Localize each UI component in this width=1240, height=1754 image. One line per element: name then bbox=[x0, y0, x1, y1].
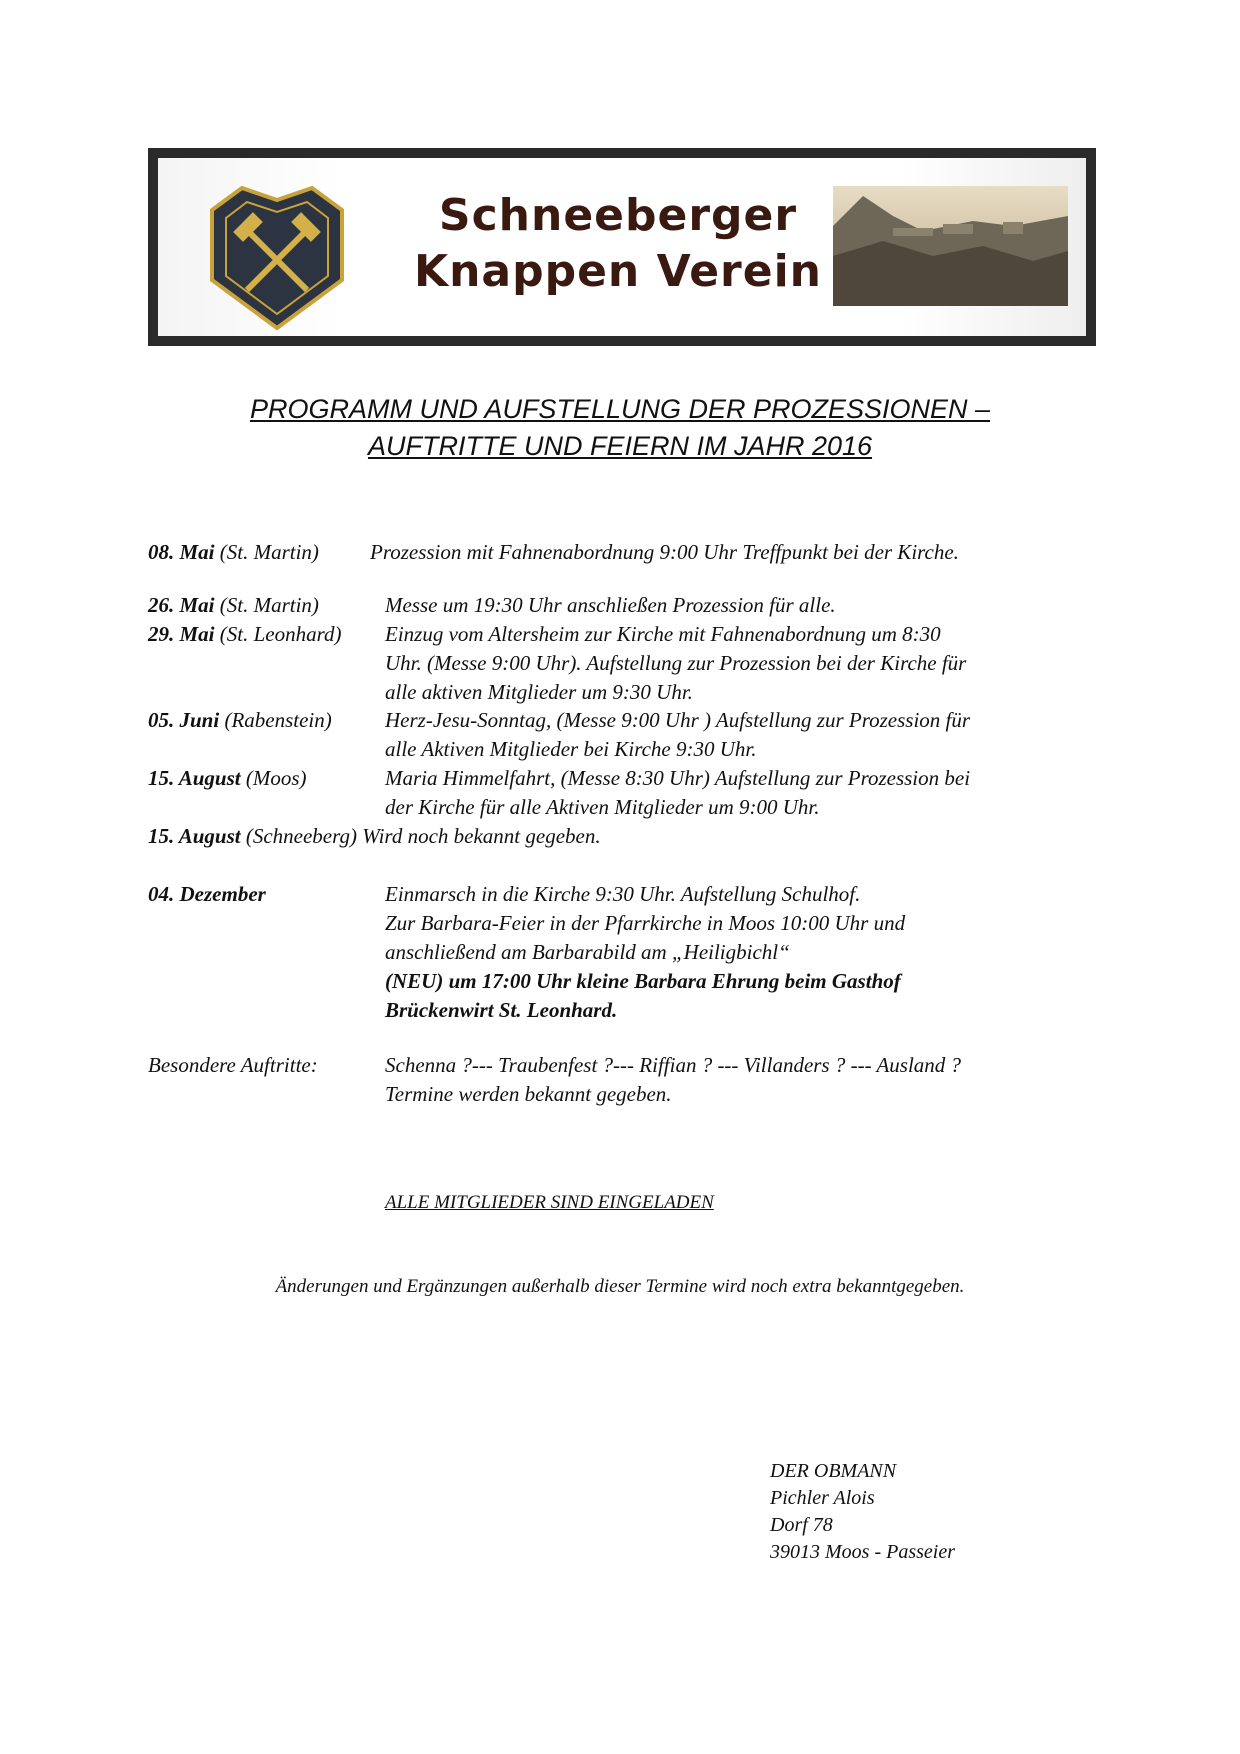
signature-street: Dorf 78 bbox=[770, 1514, 833, 1536]
banner-title-line2: Knappen Verein bbox=[413, 246, 823, 297]
event-description-line: Zur Barbara-Feier in der Pfarrkirche in Moos 10:00 Uhr und bbox=[385, 911, 906, 935]
event-place: (Rabenstein) bbox=[219, 708, 332, 732]
event-date bbox=[148, 620, 341, 649]
event-date-label: 26. Mai bbox=[148, 593, 215, 617]
banner-title bbox=[388, 188, 848, 300]
event-date-label: 08. Mai bbox=[148, 540, 215, 564]
event-place: (St. Martin) bbox=[214, 593, 319, 617]
special-appearances-label: Besondere Auftritte: bbox=[148, 1053, 318, 1077]
event-description-line: der Kirche für alle Aktiven Mitglieder um 9:00 Uhr. bbox=[385, 795, 820, 819]
header-banner bbox=[148, 148, 1096, 346]
mining-landscape-photo bbox=[833, 186, 1068, 306]
event-description-line: Uhr. (Messe 9:00 Uhr). Aufstellung zur Prozession bei der Kirche für bbox=[385, 651, 967, 675]
event-place: (St. Leonhard) bbox=[214, 622, 342, 646]
signature-role: DER OBMANN bbox=[770, 1460, 897, 1482]
changes-notice: Änderungen und Ergänzungen außerhalb dieser Termine wird noch extra bekanntgegeben. bbox=[275, 1276, 965, 1297]
event-date bbox=[148, 538, 319, 567]
miners-shield-emblem bbox=[202, 180, 352, 332]
event-description-line: Einmarsch in die Kirche 9:30 Uhr. Aufstellung Schulhof. bbox=[385, 882, 861, 906]
event-description bbox=[385, 706, 1105, 764]
event-date bbox=[148, 706, 332, 735]
event-date-label: 15. August bbox=[148, 766, 241, 790]
event-date-label: 04. Dezember bbox=[148, 882, 266, 906]
page-title-line1: PROGRAMM UND AUFSTELLUNG DER PROZESSIONEN – bbox=[249, 394, 991, 424]
event-date bbox=[148, 880, 266, 909]
event-description bbox=[385, 880, 1105, 1025]
event-description-line: Maria Himmelfahrt, (Messe 8:30 Uhr) Aufstellung zur Prozession bei bbox=[385, 766, 971, 790]
signature-city: 39013 Moos - Passeier bbox=[770, 1541, 955, 1563]
event-description: Messe um 19:30 Uhr anschließen Prozession für alle. bbox=[385, 593, 836, 617]
page-title-line2: AUFTRITTE UND FEIERN IM JAHR 2016 bbox=[367, 431, 873, 461]
event-description bbox=[385, 764, 1105, 822]
event-description: Prozession mit Fahnenabordnung 9:00 Uhr Treffpunkt bei der Kirche. bbox=[370, 540, 959, 564]
event-description-line: Einzug vom Altersheim zur Kirche mit Fahnenabordnung um 8:30 bbox=[385, 622, 941, 646]
banner-title-line1: Schneeberger bbox=[438, 190, 798, 241]
special-appearances-list bbox=[385, 1051, 1105, 1109]
event-date bbox=[148, 764, 307, 793]
event-description-line: Herz-Jesu-Sonntag, (Messe 9:00 Uhr ) Aufstellung zur Prozession für bbox=[385, 708, 971, 732]
event-description-line: alle Aktiven Mitglieder bei Kirche 9:30 Uhr. bbox=[385, 737, 757, 761]
event-date-label: 29. Mai bbox=[148, 622, 215, 646]
invitation-note: ALLE MITGLIEDER SIND EINGELADEN bbox=[385, 1192, 714, 1213]
event-description: Wird noch bekannt gegeben. bbox=[357, 824, 601, 848]
special-appearances-line: Schenna ?--- Traubenfest ?--- Riffian ? --- Villanders ? --- Ausland ? bbox=[385, 1053, 962, 1077]
event-description-line: alle aktiven Mitglieder um 9:30 Uhr. bbox=[385, 680, 693, 704]
event-description-line: (NEU) um 17:00 Uhr kleine Barbara Ehrung beim Gasthof bbox=[385, 969, 901, 993]
banner-background bbox=[158, 158, 1086, 336]
signature-name: Pichler Alois bbox=[770, 1487, 875, 1509]
event-place: (St. Martin) bbox=[214, 540, 319, 564]
event-description-line: Brückenwirt St. Leonhard. bbox=[385, 998, 618, 1022]
event-place: (Schneeberg) bbox=[240, 824, 358, 848]
event-date bbox=[148, 822, 601, 851]
event-date bbox=[148, 591, 319, 620]
event-date-label: 15. August bbox=[148, 824, 241, 848]
event-description-line: anschließend am Barbarabild am „Heiligbichl“ bbox=[385, 940, 790, 964]
event-description bbox=[385, 620, 1105, 707]
special-appearances-line: Termine werden bekannt gegeben. bbox=[385, 1082, 672, 1106]
signature-block bbox=[770, 1458, 955, 1566]
event-date-label: 05. Juni bbox=[148, 708, 220, 732]
event-place: (Moos) bbox=[240, 766, 307, 790]
